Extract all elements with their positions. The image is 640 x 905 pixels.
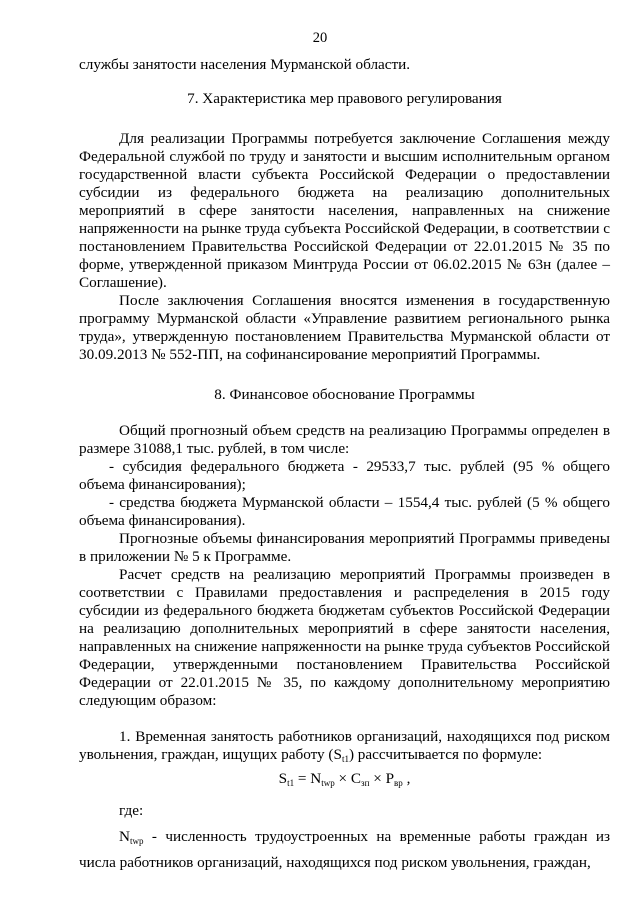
def1-symbol: N bbox=[119, 828, 130, 845]
paragraph-8-2: - субсидия федерального бюджета - 29533,7 тыс. рублей (95 % общего объема финансирования); bbox=[79, 458, 610, 493]
item1-subscript: t1 bbox=[341, 754, 349, 764]
formula bbox=[79, 770, 610, 792]
formula-c: × C bbox=[334, 770, 362, 787]
page-number: 20 bbox=[312, 30, 328, 46]
formula-p-sub: вр bbox=[394, 778, 403, 788]
section-heading-7: 7. Характеристика мер правового регулирования bbox=[187, 90, 502, 107]
paragraph-8-4: Прогнозные объемы финансирования мероприятий Программы приведены в приложении № 5 к Программе. bbox=[79, 530, 610, 565]
where-label: где: bbox=[119, 802, 144, 819]
list-item-1 bbox=[79, 728, 610, 768]
formula-p: × P bbox=[369, 770, 395, 787]
paragraph-8-5: Расчет средств на реализацию мероприятий Программы произведен в соответствии с Правилами предоставления и распределения в 2015 году субсидии из федерального бюджета бюджетам субъектов Российской Федерации на реализацию дополнительных мероприятий в сфере занятости населения, направленных на снижение напряженности на рынке труда субъектов Российской Федерации, утвержденными постановлением Правительства Российской Федерации от 22.01.2015 № 35, по каждому дополнительному мероприятию следующим образом: bbox=[79, 566, 610, 709]
formula-end: , bbox=[402, 770, 411, 787]
formula-s-sub: t1 bbox=[287, 778, 295, 788]
section-heading-8: 8. Финансовое обоснование Программы bbox=[214, 386, 475, 403]
formula-n-sub: twp bbox=[321, 778, 335, 788]
formula-s: S bbox=[278, 770, 288, 787]
document-body bbox=[79, 56, 610, 874]
definition-1 bbox=[79, 826, 610, 874]
formula-n: = N bbox=[294, 770, 322, 787]
def1-text: - численность трудоустроенных на временные работы граждан из числа работников организаций, находящихся под риском увольнения, граждан, bbox=[79, 828, 610, 871]
def1-symbol-sub: twp bbox=[129, 836, 144, 846]
item1-text-before: 1. Временная занятость работников организаций, находящихся под риском увольнения, граждан, ищущих работу (S bbox=[79, 728, 610, 763]
paragraph-8-3: - средства бюджета Мурманской области – 1554,4 тыс. рублей (5 % общего объема финансирования). bbox=[79, 494, 610, 529]
formula-c-sub: зп bbox=[361, 778, 370, 788]
item1-text-after: ) рассчитывается по формуле: bbox=[348, 746, 543, 763]
paragraph-7-1: Для реализации Программы потребуется заключение Соглашения между Федеральной службой по труду и занятости и высшим исполнительным органом государственной власти субъекта Российской Федерации о предоставлении субсидии из федерального бюджета на реализацию дополнительных мероприятий в сфере занятости населения, направленных на снижение напряженности на рынке труда субъекта Российской Федерации, в соответствии с постановлением Правительства Российской Федерации от 22.01.2015 № 35 по форме, утвержденной приказом Минтруда России от 06.02.2015 № 63н (далее – Соглашение). bbox=[79, 130, 610, 291]
paragraph-intro: службы занятости населения Мурманской области. bbox=[79, 56, 411, 73]
paragraph-8-1: Общий прогнозный объем средств на реализацию Программы определен в размере 31088,1 тыс. рублей, в том числе: bbox=[79, 422, 610, 457]
paragraph-7-2: После заключения Соглашения вносятся изменения в государственную программу Мурманской области «Управление развитием регионального рынка труда», утвержденную постановлением Правительства Мурманской области от 30.09.2013 № 552-ПП, на софинансирование мероприятий Программы. bbox=[79, 292, 610, 363]
